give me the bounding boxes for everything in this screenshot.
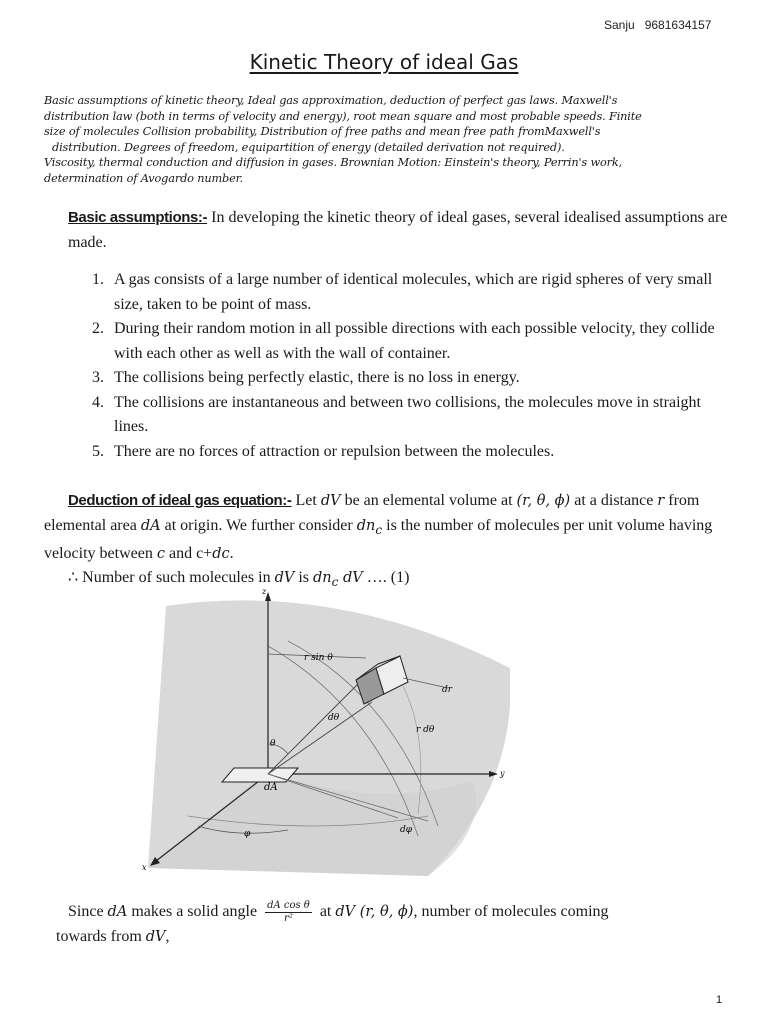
text-run: towards from — [56, 928, 146, 945]
math-subscript: c — [331, 575, 339, 590]
math-symbol: dV — [145, 929, 166, 945]
list-number: 4. — [92, 393, 104, 411]
list-item — [92, 440, 732, 465]
section-heading-deduction: Deduction of ideal gas equation:- — [68, 492, 292, 509]
math-symbol-base: dn — [313, 570, 332, 587]
math-symbol — [313, 570, 339, 590]
syllabus-paragraph — [44, 93, 734, 187]
spherical-coordinates-diagram — [138, 586, 510, 876]
list-text: A gas consists of a large number of identical molecules, which are rigid spheres of very small size, taken to be point of mass. — [114, 271, 713, 313]
math-symbol — [356, 517, 383, 537]
dA-label: dA — [264, 782, 278, 793]
text-run: is the number of molecules per unit volume having velocity between — [44, 516, 713, 562]
math-symbol: dc — [212, 545, 230, 562]
syllabus-line: Basic assumptions of kinetic theory, Ideal gas approximation, deduction of perfect gas laws. Maxwell's — [44, 94, 618, 107]
dr-label: dr — [442, 685, 453, 695]
text-run: at — [315, 903, 336, 921]
page-number: 1 — [716, 994, 723, 1006]
deduction-section — [44, 489, 744, 595]
text-run: , number of molecules coming — [413, 903, 609, 921]
text-run: makes a solid angle — [127, 903, 262, 921]
solid-angle-fraction — [265, 900, 312, 925]
text-run: is — [294, 569, 314, 587]
equation-number: …. (1) — [362, 569, 410, 587]
list-text: During their random motion in all possible directions with each possible velocity, they collide with each other as well as with the wall of container. — [114, 320, 715, 362]
deduction-paragraph — [44, 489, 744, 566]
math-symbol: dV — [338, 570, 363, 587]
assumptions-list — [92, 268, 732, 464]
basic-assumptions-intro — [68, 206, 728, 255]
syllabus-line: Viscosity, thermal conduction and diffusion in gases. Brownian Motion: Einstein's theory, Perrin's work, — [44, 156, 623, 170]
text-run: , — [165, 928, 170, 945]
syllabus-line: size of molecules Collision probability, Distribution of free paths and mean free path fromMaxwell's — [44, 125, 601, 139]
math-symbol: r — [657, 493, 665, 509]
text-run: from elemental area — [44, 492, 700, 534]
r-d-theta-label: r dθ — [416, 725, 435, 735]
solid-angle-line — [56, 900, 756, 925]
document-title: Kinetic Theory of ideal Gas — [249, 50, 519, 74]
page-header — [604, 18, 711, 32]
phi-label: φ — [244, 829, 251, 839]
list-text: There are no forces of attraction or repulsion between the molecules. — [114, 442, 555, 460]
math-symbol: dV — [335, 904, 356, 921]
text-run: at a distance — [570, 492, 658, 509]
text-run: Let — [291, 492, 321, 509]
list-item — [92, 317, 732, 366]
text-run: and c+ — [164, 544, 213, 562]
list-text: The collisions are instantaneous and between two collisions, the molecules move in straight lines. — [114, 393, 701, 435]
math-symbol: dV — [274, 570, 295, 587]
basic-intro-text: In developing the kinetic theory of ideal gases, several idealised assumptions are made. — [68, 209, 728, 251]
d-theta-label: dθ — [328, 713, 340, 723]
list-item — [92, 366, 732, 391]
section-heading-basic-assumptions: Basic assumptions:- — [68, 209, 208, 226]
math-symbol: (r, θ, ϕ) — [355, 904, 414, 921]
syllabus-line: determination of Avogardo number. — [44, 171, 244, 185]
d-phi-label: dφ — [400, 825, 413, 835]
syllabus-line: distribution. Degrees of freedom, equipartition of energy (detailed derivation not required). — [52, 140, 565, 154]
author-name: Sanju — [604, 18, 635, 32]
syllabus-line: distribution law (both in terms of velocity and energy), root mean square and most probable speeds. Finite — [44, 109, 642, 123]
math-symbol-base: dn — [356, 517, 376, 534]
list-number: 5. — [92, 442, 104, 460]
math-symbol: (r, θ, ϕ) — [516, 493, 571, 509]
solid-angle-paragraph — [56, 900, 756, 950]
phone-number: 9681634157 — [644, 18, 712, 32]
list-text: The collisions being perfectly elastic, there is no loss in energy. — [114, 369, 520, 386]
list-number: 1. — [92, 271, 104, 288]
y-axis-label: y — [500, 769, 505, 778]
r-sin-theta-label: r sin θ — [304, 653, 333, 663]
x-axis-label: x — [142, 863, 147, 872]
text-run: Since — [68, 903, 108, 921]
list-number: 2. — [92, 320, 104, 337]
list-number: 3. — [92, 369, 104, 386]
list-item — [92, 268, 732, 317]
math-subscript: c — [375, 522, 383, 537]
text-run: ∴ Number of such molecules in — [68, 569, 275, 587]
math-symbol: dA — [107, 904, 128, 921]
solid-angle-line-2 — [56, 925, 756, 950]
fraction-denominator: r² — [284, 913, 293, 924]
list-item — [92, 391, 732, 440]
text-run: . — [229, 544, 234, 562]
text-run: be an elemental volume at — [340, 492, 517, 509]
math-symbol: c — [156, 545, 165, 562]
fraction-numerator: dA cos θ — [267, 900, 310, 911]
z-axis-label: z — [262, 587, 267, 596]
math-symbol: dV — [320, 493, 341, 509]
text-run: at origin. We further consider — [160, 516, 357, 534]
theta-label: θ — [270, 739, 276, 749]
math-symbol: dA — [140, 517, 161, 534]
